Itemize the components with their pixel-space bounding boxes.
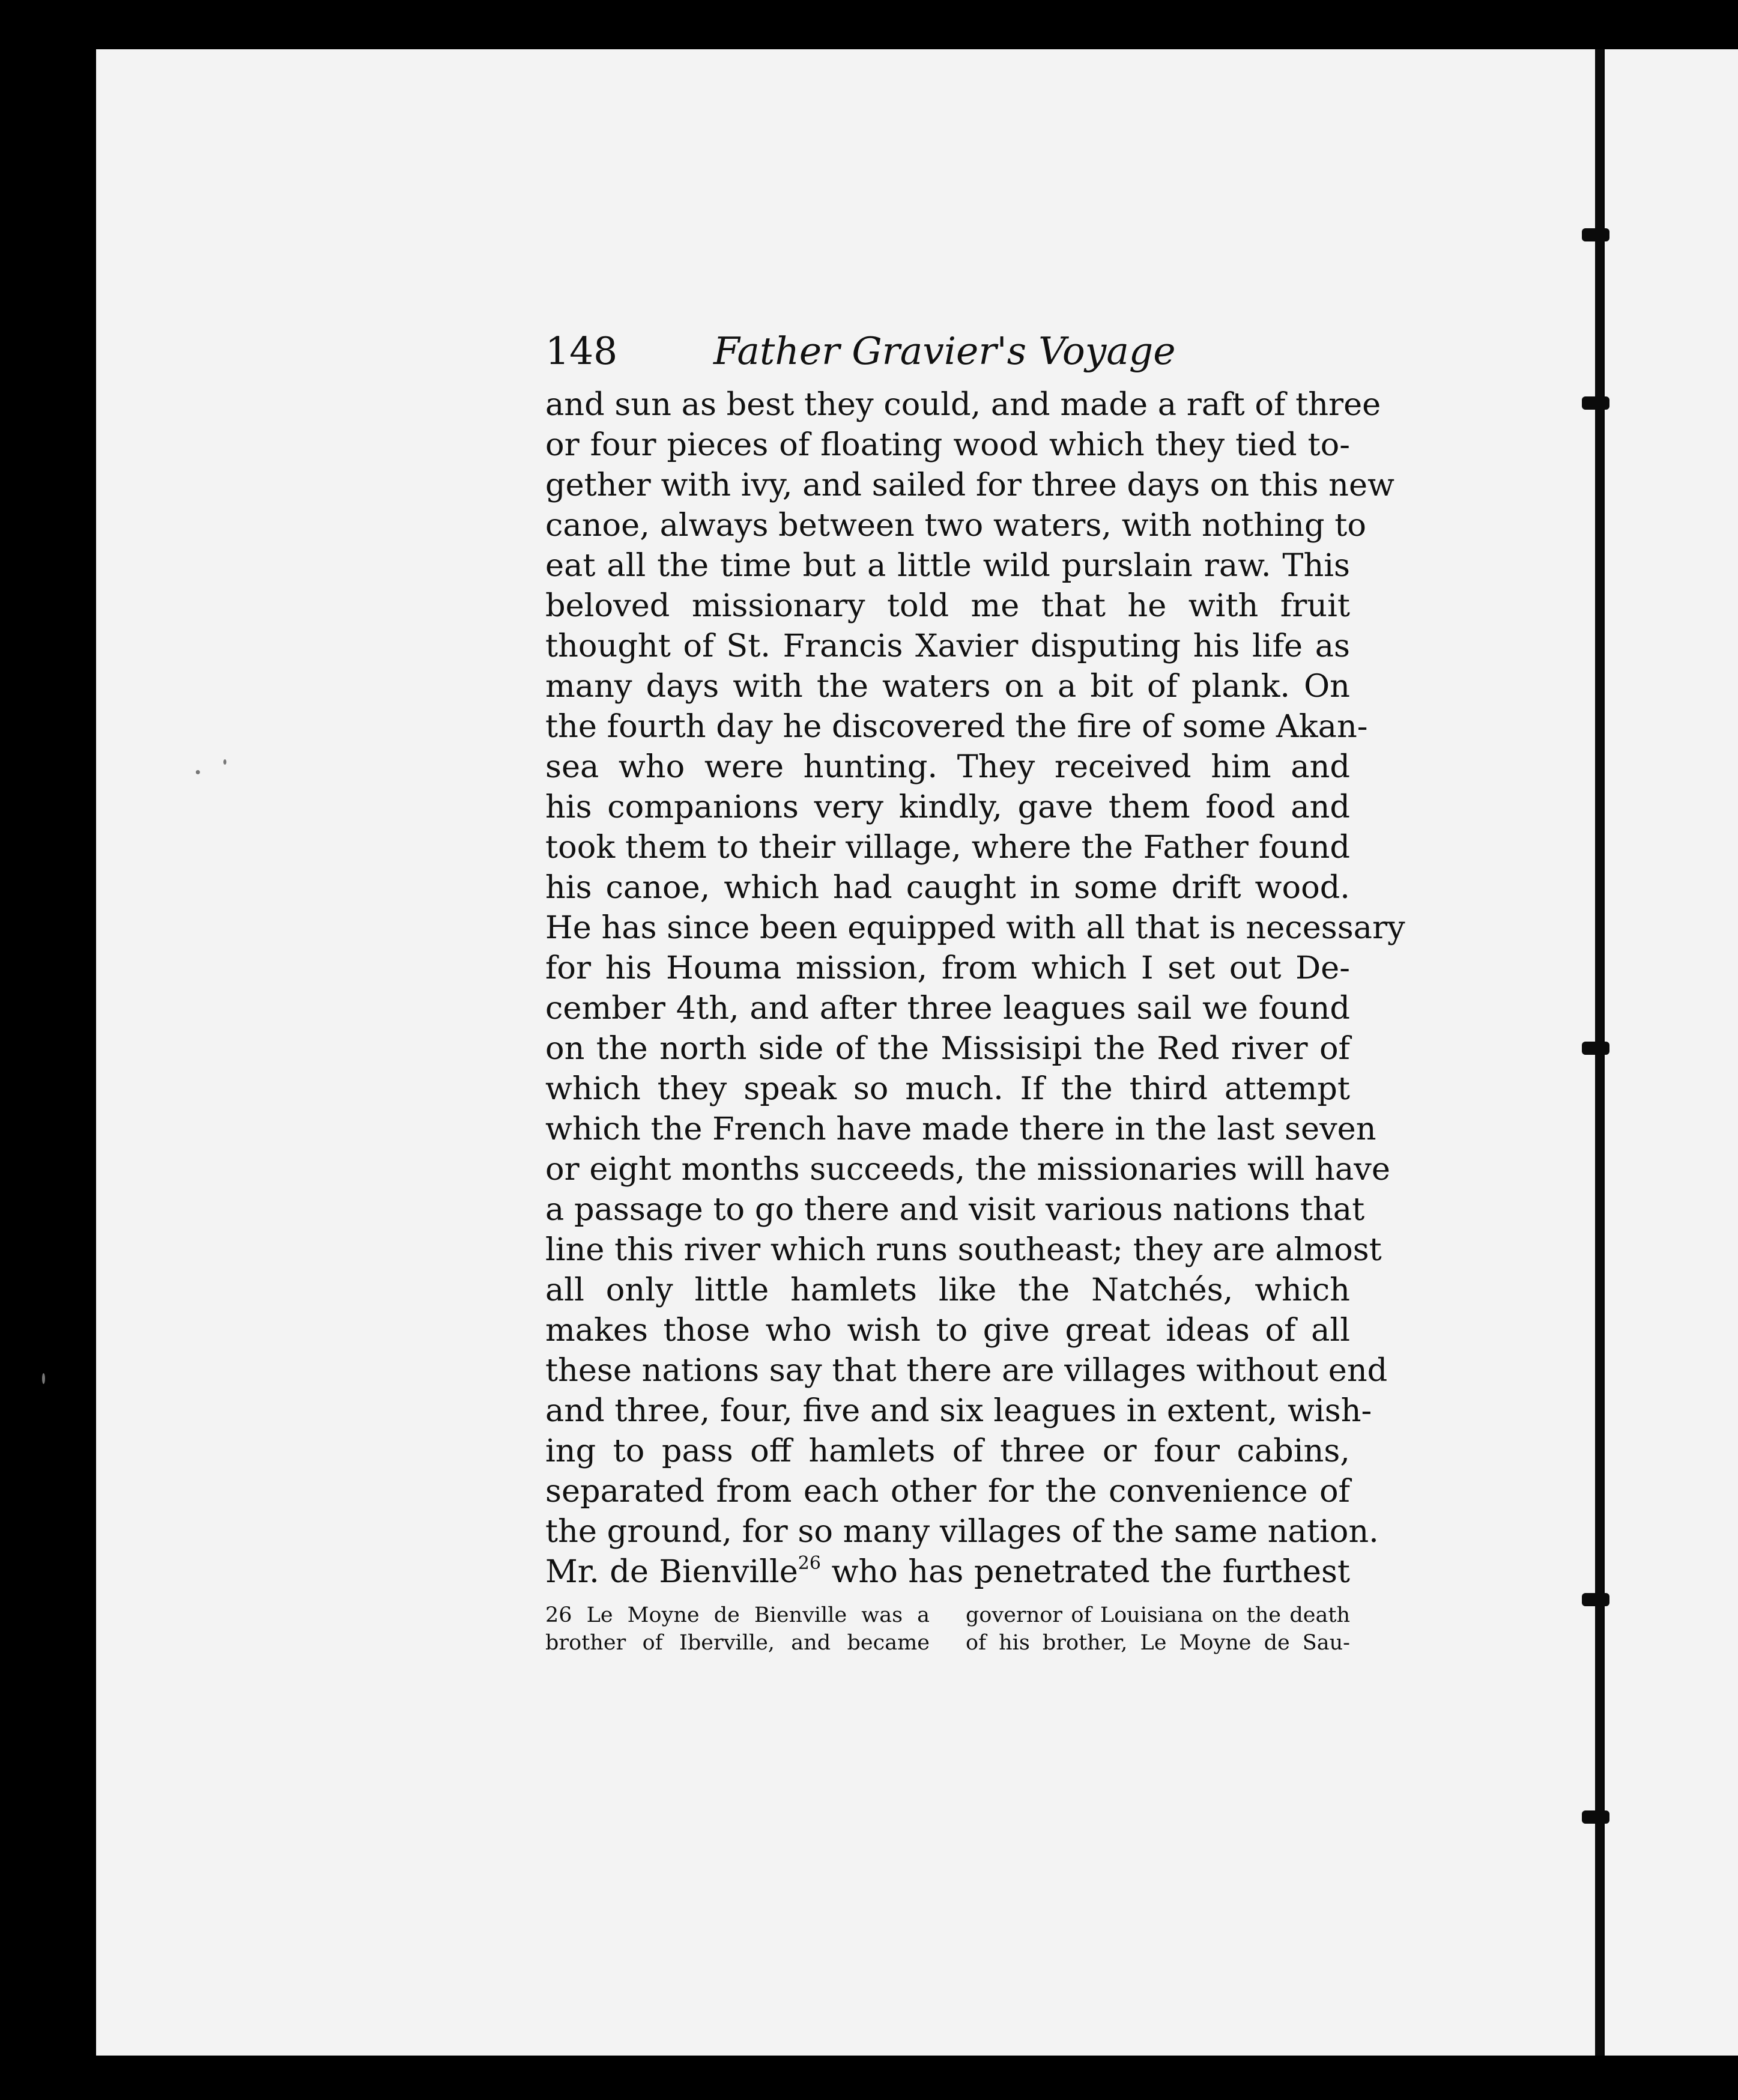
last-line-start: Mr. de Bienville (545, 1553, 798, 1590)
text-line: on the north side of the Missisipi the Red river of (545, 1030, 1350, 1067)
text-line: a passage to go there and visit various nations that (545, 1191, 1365, 1228)
scan-speck (196, 770, 200, 774)
text-line: which the French have made there in the last seven (545, 1111, 1376, 1147)
running-title: Father Gravier's Voyage (713, 329, 1176, 373)
text-line: or four pieces of floating wood which they tied to- (545, 426, 1350, 463)
text-line: his canoe, which had caught in some drift wood. (545, 869, 1350, 906)
text-line: gether with ivy, and sailed for three days on this new (545, 467, 1394, 503)
text-line: for his Houma mission, from which I set out De- (545, 950, 1350, 986)
text-line: which they speak so much. If the third attempt (545, 1070, 1350, 1107)
text-line: sea who were hunting. They received him and (545, 748, 1350, 785)
footnote-reference: 26 (798, 1553, 821, 1574)
text-line: and three, four, five and six leagues in extent, wish- (545, 1392, 1372, 1429)
page-number: 148 (545, 329, 618, 373)
last-line-rest: who has penetrated the furthest (831, 1553, 1350, 1590)
text-line: beloved missionary told me that he with fruit (545, 587, 1350, 624)
text-line: thought of St. Francis Xavier disputing his life as (545, 628, 1350, 664)
footnote-line: governor of Louisiana on the death (966, 1603, 1350, 1627)
body-text (545, 384, 1405, 1592)
text-line: ing to pass off hamlets of three or four cabins, (545, 1433, 1350, 1469)
footnote-column-right (966, 1601, 1350, 1657)
footnote-line: brother of Iberville, and became (545, 1631, 930, 1655)
text-line: the fourth day he discovered the fire of some Akan- (545, 708, 1368, 745)
next-page-edge (1605, 49, 1738, 2056)
text-line: the ground, for so many villages of the same nation. (545, 1513, 1379, 1550)
text-line: eat all the time but a little wild purslain raw. This (545, 547, 1350, 584)
text-line: cember 4th, and after three leagues sail we found (545, 990, 1350, 1027)
text-line: line this river which runs southeast; they are almost (545, 1231, 1382, 1268)
binding-mark (1582, 1593, 1609, 1606)
text-line-last (545, 1552, 1350, 1592)
text-line: separated from each other for the convenience of (545, 1473, 1350, 1510)
footnote (545, 1601, 1350, 1657)
footnote-line: 26 Le Moyne de Bienville was a (545, 1603, 930, 1627)
text-line: makes those who wish to give great ideas of all (545, 1312, 1350, 1349)
footnote-line: of his brother, Le Moyne de Sau- (966, 1631, 1350, 1655)
scan-speck (42, 1373, 45, 1384)
scan-speck (223, 759, 226, 765)
binding-mark (1582, 1042, 1609, 1055)
text-line: all only little hamlets like the Natchés, which (545, 1272, 1350, 1308)
text-line: took them to their village, where the Father found (545, 829, 1350, 866)
binding-mark (1582, 1810, 1609, 1824)
text-line: or eight months succeeds, the missionaries will have (545, 1151, 1390, 1188)
page-text-block (545, 318, 1405, 1657)
text-line: and sun as best they could, and made a raft of three (545, 386, 1381, 423)
text-line: these nations say that there are villages without end (545, 1352, 1388, 1389)
footnote-column-left (545, 1601, 930, 1657)
text-line: his companions very kindly, gave them food and (545, 789, 1350, 825)
text-line: many days with the waters on a bit of plank. On (545, 668, 1350, 705)
binding-mark (1582, 228, 1609, 241)
running-head (545, 318, 1350, 384)
binding-mark (1582, 396, 1609, 410)
text-line: He has since been equipped with all that is necessary (545, 909, 1405, 946)
text-line: canoe, always between two waters, with nothing to (545, 507, 1366, 544)
